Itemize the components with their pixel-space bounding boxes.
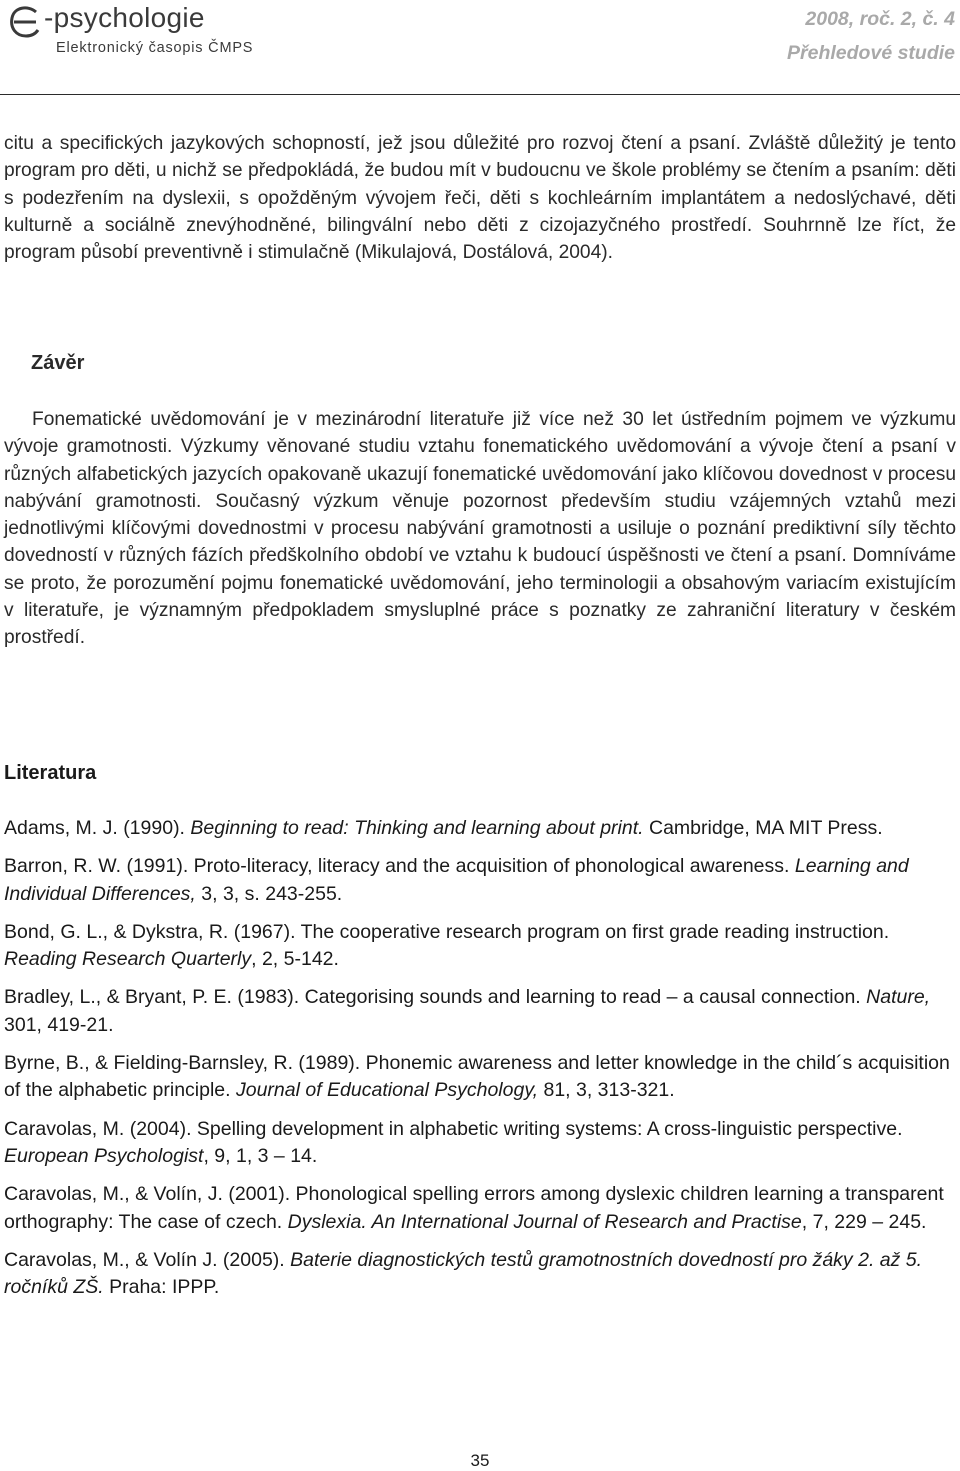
- reference-item: Barron, R. W. (1991). Proto-literacy, literacy and the acquisition of phonological awareness. Learning and Individual Differences, 3, 3, s. 243-255.: [4, 855, 909, 905]
- reference-item: Caravolas, M. (2004). Spelling development in alphabetic writing systems: A cross-linguistic perspective. European Psychologist, 9, 1, 3 – 14.: [4, 1117, 903, 1167]
- page-number: 35: [470, 1451, 490, 1470]
- literature-heading: Literatura: [4, 762, 97, 784]
- reference-list: [4, 815, 956, 1312]
- page-header: [0, 0, 960, 96]
- reference-item: Caravolas, M., & Volín J. (2005). Baterie diagnostických testů gramotnostních dovedností pro žáky 2. až 5. ročníků ZŠ. Praha: IPPP.: [4, 1248, 923, 1299]
- intro-section: [4, 130, 956, 266]
- conclusion-paragraph: Fonematické uvědomování je v mezinárodní literatuře již více než 30 let ústředním pojmem ve výzkumu vývoje gramotnosti. Výzkumy věnované studiu vztahu fonematického uvědomování a vývoje čtení a psaní v různých alfabetických jazycích opakovaně ukazují fonematické uvědomování jako klíčovou dovednost v procesu nabývání gramotnosti. Současný výzkum věnuje pozornost především studiu vzájemných vztahů mezi jednotlivými klíčovými dovednostmi v procesu nabývání gramotnosti a usiluje o poznání prediktivní síly těchto dovedností v různých fázích předškolního období ve vztahu k budoucí úspěšnosti ve čtení a psaní. Domníváme se proto, že porozumění pojmu fonematické uvědomování, jeho terminologii a obsahovým variacím existujícím v literatuře, je významným předpokladem smysluplné práce s poznatky ze zahraniční literatury v českém prostředí.: [4, 409, 956, 649]
- reference-item: Bond, G. L., & Dykstra, R. (1967). The cooperative research program on first grade reading instruction. Reading Research Quarterly, 2, 5-142.: [4, 920, 890, 971]
- conclusion-section: [4, 406, 956, 652]
- journal-title: -psychologie: [44, 2, 205, 33]
- intro-paragraph: citu a specifických jazykových schopností, jež jsou důležité pro rozvoj čtení a psaní. Zvláště důležitý je tento program pro děti, u nichž se předpokládá, že budou mít v budoucnu ve škole problémy se čtením a psaním: děti s podezřením na dyslexii, s opožděným vývojem řeči, děti s kochleárním implantátem a nedoslýchavé, děti kulturně a sociálně znevýhodněné, bilingvální nebo děti z cizojazyčného prostředí. Souhrnně lze říct, že program působí preventivně i stimulačně (Mikulajová, Dostálová, 2004).: [4, 133, 956, 264]
- reference-item: Byrne, B., & Fielding-Barnsley, R. (1989). Phonemic awareness and letter knowledge in the child´s acquisition of the alphabetic principle. Journal of Educational Psychology, 81, 3, 313-321.: [4, 1052, 950, 1102]
- issue-info: 2008, roč. 2, č. 4: [805, 8, 955, 30]
- journal-logo: [6, 2, 306, 64]
- e-logo-icon: [6, 6, 46, 42]
- reference-item: Adams, M. J. (1990). Beginning to read: Thinking and learning about print. Cambridge, MA MIT Press.: [4, 817, 883, 839]
- reference-item: Bradley, L., & Bryant, P. E. (1983). Categorising sounds and learning to read – a causal connection. Nature, 301, 419-21.: [4, 986, 931, 1036]
- header-divider: [0, 94, 960, 95]
- reference-item: Caravolas, M., & Volín, J. (2001). Phonological spelling errors among dyslexic children learning a transparent orthography: The case of czech. Dyslexia. An International Journal of Research and Practise, 7, 229 – 245.: [4, 1183, 944, 1233]
- journal-subtitle: Elektronický časopis ČMPS: [56, 40, 254, 56]
- conclusion-heading: Závěr: [31, 352, 85, 374]
- section-label: Přehledové studie: [787, 42, 955, 64]
